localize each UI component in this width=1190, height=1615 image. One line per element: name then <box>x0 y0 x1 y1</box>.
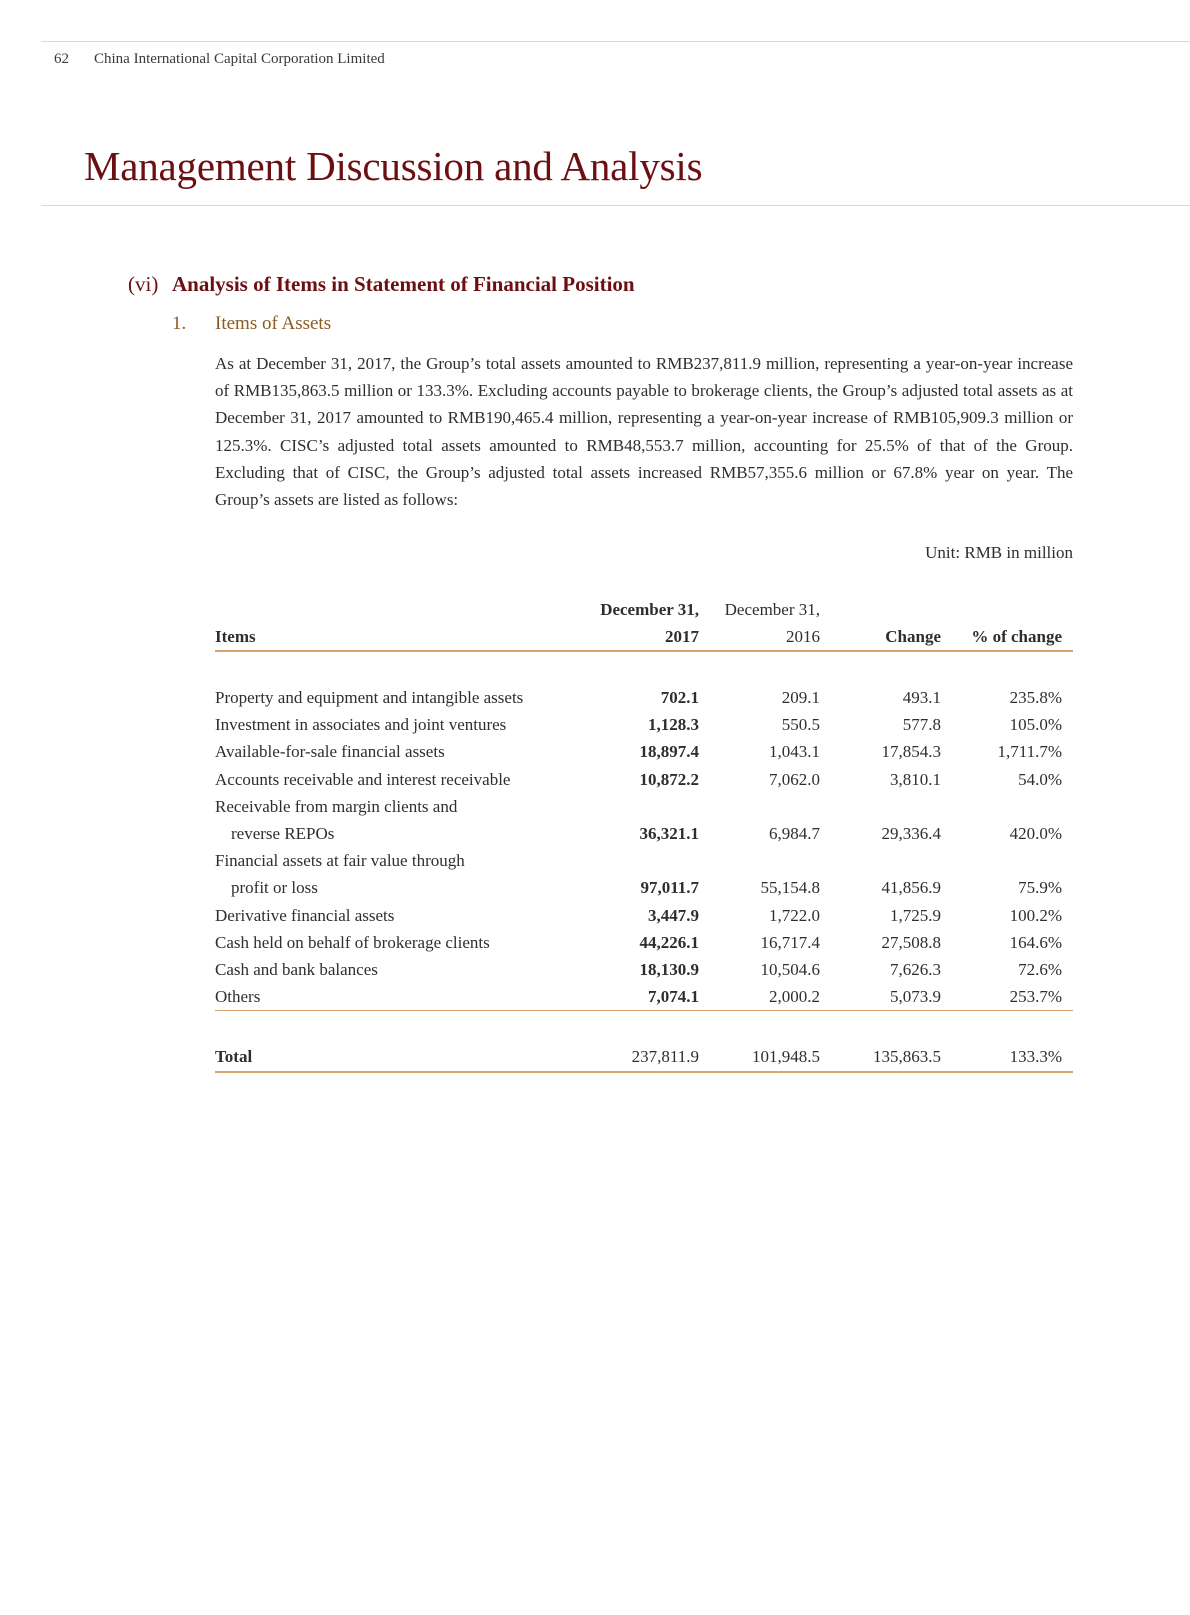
table-row <box>215 874 1073 901</box>
row-change: 27,508.8 <box>881 932 941 952</box>
row-item-label: reverse REPOs <box>231 824 335 844</box>
row-change: 1,725.9 <box>890 905 941 925</box>
row-value-2016: 550.5 <box>781 715 820 735</box>
row-item-label: Derivative financial assets <box>215 905 395 925</box>
table-row <box>215 711 1073 738</box>
row-change: 3,810.1 <box>890 769 941 789</box>
row-pct-change: 253.7% <box>941 983 1073 1011</box>
row-change: 29,336.4 <box>881 824 941 844</box>
section-heading <box>128 272 635 297</box>
row-change: 577.8 <box>902 715 941 735</box>
table-row <box>215 766 1073 793</box>
row-pct-change: 75.9% <box>1018 878 1062 898</box>
row-item-label: Available-for-sale financial assets <box>215 742 445 762</box>
row-pct-change: 1,711.7% <box>997 742 1062 762</box>
row-change: 493.1 <box>902 688 941 707</box>
header-change: Change <box>820 596 941 651</box>
row-value-2017: 18,897.4 <box>639 742 699 762</box>
table-row <box>215 820 1073 847</box>
header-pct-change: % of change <box>941 596 1073 651</box>
row-pct-change: 164.6% <box>1009 932 1062 952</box>
table-header-row <box>215 596 1073 651</box>
row-value-2016: 7,062.0 <box>769 769 820 789</box>
row-item-label: Cash held on behalf of brokerage clients <box>215 932 490 952</box>
row-pct-change: 105.0% <box>1009 715 1062 735</box>
body-paragraph: As at December 31, 2017, the Group’s total assets amounted to RMB237,811.9 million, representing a year-on-year increase of RMB135,863.5 million or 133.3%. Excluding accounts payable to brokerage clients, the Group’s adjusted total assets as at December 31, 2017 amounted to RMB190,465.4 million, representing a year-on-year increase of RMB105,909.3 million or 125.3%. CISC’s adjusted total assets amounted to RMB48,553.7 million, accounting for 25.5% of that of the Group. Excluding that of CISC, the Group’s adjusted total assets increased RMB57,355.6 million or 67.8% year on year. The Group’s assets are listed as follows: <box>215 354 1073 510</box>
total-pct-change: 133.3% <box>941 1043 1073 1071</box>
row-value-2017: 7,074.1 <box>587 983 699 1011</box>
table-row <box>215 902 1073 929</box>
row-value-2017: 1,128.3 <box>648 715 699 735</box>
row-item-label: Property and equipment and intangible assets <box>215 688 524 707</box>
header-dec-2016: December 31, 2016 <box>699 596 820 651</box>
subsection-title: Items of Assets <box>215 313 332 334</box>
row-value-2016: 16,717.4 <box>760 932 820 952</box>
table-row-label-line <box>215 847 1073 874</box>
company-name: China International Capital Corporation Limited <box>94 51 385 67</box>
row-value-2017: 36,321.1 <box>639 824 699 844</box>
header-items: Items <box>215 596 587 651</box>
subsection-number: 1. <box>172 313 187 334</box>
page-title: Management Discussion and Analysis <box>84 143 703 189</box>
row-item-label: Others <box>215 983 587 1011</box>
assets-table <box>215 596 1073 1073</box>
running-head <box>54 51 385 68</box>
title-rule <box>41 205 1190 206</box>
row-value-2016: 1,043.1 <box>769 742 820 762</box>
section-number: (vi) <box>128 272 159 296</box>
total-label: Total <box>215 1043 587 1071</box>
table-row <box>215 983 1073 1011</box>
row-value-2016: 209.1 <box>781 688 820 707</box>
row-value-2017: 97,011.7 <box>640 878 699 898</box>
row-value-2017: 702.1 <box>660 688 699 707</box>
row-pct-change: 100.2% <box>1009 905 1062 925</box>
table-row <box>215 684 1073 711</box>
row-pct-change: 420.0% <box>1009 824 1062 844</box>
row-value-2016: 6,984.7 <box>769 824 820 844</box>
row-item-label: profit or loss <box>231 878 318 898</box>
row-change: 17,854.3 <box>881 742 941 762</box>
unit-note: Unit: RMB in million <box>925 543 1073 562</box>
row-change: 5,073.9 <box>820 983 941 1011</box>
table-spacer <box>215 651 1073 684</box>
row-value-2016: 55,154.8 <box>760 878 820 898</box>
row-value-2016: 10,504.6 <box>760 960 820 980</box>
total-change: 135,863.5 <box>820 1043 941 1071</box>
row-value-2017: 18,130.9 <box>639 960 699 980</box>
row-pct-change: 235.8% <box>1009 688 1062 707</box>
table-row <box>215 738 1073 765</box>
top-rule <box>41 41 1190 42</box>
total-value-2017: 237,811.9 <box>587 1043 699 1071</box>
row-value-2017: 3,447.9 <box>648 905 699 925</box>
table-row <box>215 956 1073 983</box>
row-pct-change: 72.6% <box>1018 960 1062 980</box>
row-value-2016: 1,722.0 <box>769 905 820 925</box>
row-value-2017: 44,226.1 <box>639 932 699 952</box>
header-dec-2017: December 31, 2017 <box>587 596 699 651</box>
row-item-label: Accounts receivable and interest receivable <box>215 769 511 789</box>
row-item-label: Receivable from margin clients and <box>215 796 458 816</box>
row-item-label: Financial assets at fair value through <box>215 851 465 871</box>
row-value-2016: 2,000.2 <box>699 983 820 1011</box>
table-spacer <box>215 1011 1073 1044</box>
subsection-heading <box>172 313 331 335</box>
page-number: 62 <box>54 51 69 67</box>
row-item-label: Cash and bank balances <box>215 960 378 980</box>
table-row <box>215 929 1073 956</box>
table-total-row <box>215 1043 1073 1071</box>
row-item-label: Investment in associates and joint ventures <box>215 715 507 735</box>
total-value-2016: 101,948.5 <box>699 1043 820 1071</box>
section-title: Analysis of Items in Statement of Financial Position <box>172 272 635 296</box>
table-row-label-line <box>215 793 1073 820</box>
row-pct-change: 54.0% <box>1018 769 1062 789</box>
row-value-2017: 10,872.2 <box>639 769 699 789</box>
row-change: 41,856.9 <box>881 878 941 898</box>
row-change: 7,626.3 <box>890 960 941 980</box>
